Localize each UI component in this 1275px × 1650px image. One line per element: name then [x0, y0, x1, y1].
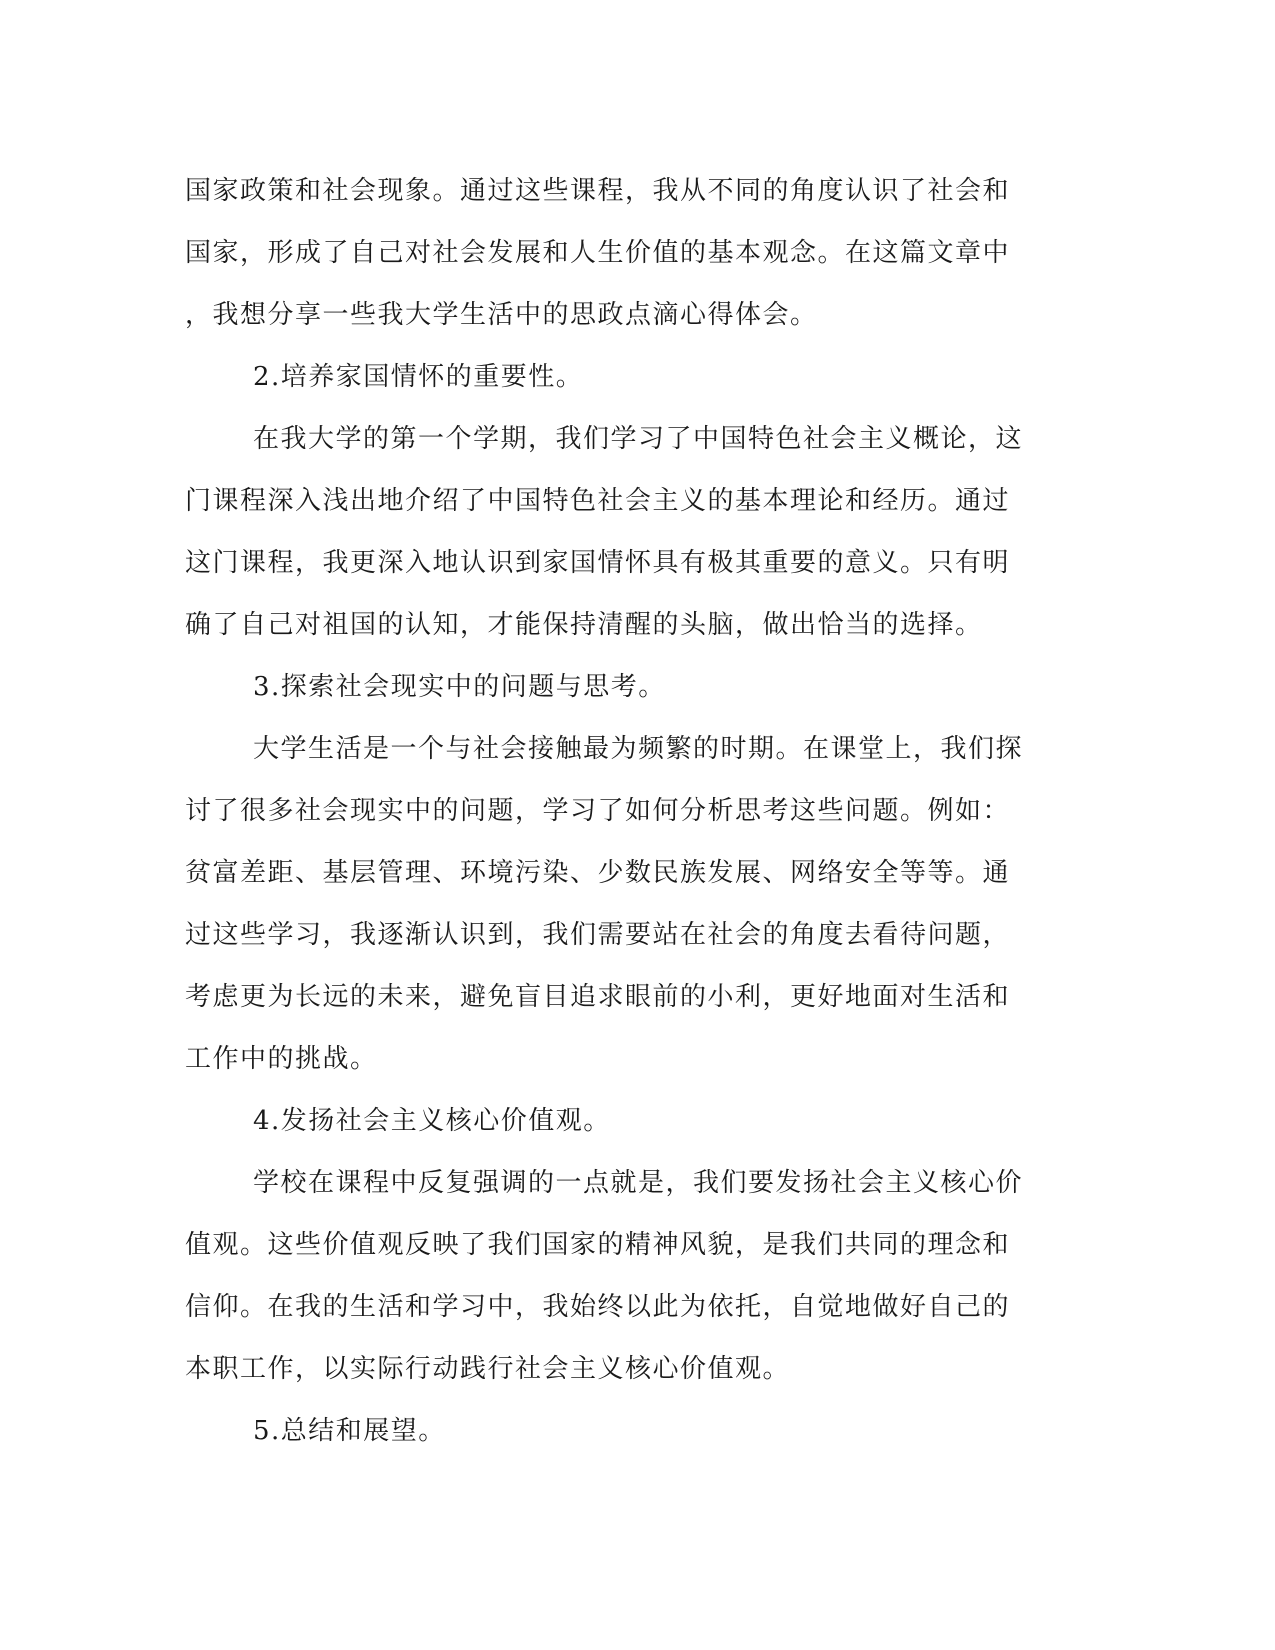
- paragraph-line: 讨了很多社会现实中的问题，学习了如何分析思考这些问题。例如：: [185, 796, 1011, 826]
- paragraph-line: 过这些学习，我逐渐认识到，我们需要站在社会的角度去看待问题，: [185, 920, 1011, 950]
- paragraph-line: 贫富差距、基层管理、环境污染、少数民族发展、网络安全等等。通: [185, 858, 1011, 888]
- paragraph-line: 值观。这些价值观反映了我们国家的精神风貌，是我们共同的理念和: [185, 1230, 1011, 1260]
- paragraph-line: 考虑更为长远的未来，避免盲目追求眼前的小利，更好地面对生活和: [185, 982, 1011, 1012]
- paragraph-line: 学校在课程中反复强调的一点就是，我们要发扬社会主义核心价: [253, 1168, 1024, 1198]
- paragraph-line: 国家政策和社会现象。通过这些课程，我从不同的角度认识了社会和: [185, 176, 1011, 206]
- section-heading: 5.总结和展望。: [253, 1416, 446, 1446]
- paragraph-line: 在我大学的第一个学期，我们学习了中国特色社会主义概论，这: [253, 424, 1024, 454]
- section-paragraph: [185, 718, 1085, 1090]
- paragraph-line: ，我想分享一些我大学生活中的思政点滴心得体会。: [185, 300, 818, 330]
- document-body: [185, 160, 1085, 1462]
- paragraph-line: 这门课程，我更深入地认识到家国情怀具有极其重要的意义。只有明: [185, 548, 1011, 578]
- intro-paragraph: [185, 160, 1085, 346]
- paragraph-line: 信仰。在我的生活和学习中，我始终以此为依托，自觉地做好自己的: [185, 1292, 1011, 1322]
- paragraph-line: 大学生活是一个与社会接触最为频繁的时期。在课堂上，我们探: [253, 734, 1024, 764]
- section-paragraph: [185, 1152, 1085, 1400]
- paragraph-line: 国家，形成了自己对社会发展和人生价值的基本观念。在这篇文章中: [185, 238, 1011, 268]
- section-heading: 2.培养家国情怀的重要性。: [253, 362, 584, 392]
- paragraph-line: 确了自己对祖国的认知，才能保持清醒的头脑，做出恰当的选择。: [185, 610, 983, 640]
- section-heading: 4.发扬社会主义核心价值观。: [253, 1106, 611, 1136]
- paragraph-line: 工作中的挑战。: [185, 1044, 378, 1074]
- paragraph-line: 本职工作，以实际行动践行社会主义核心价值观。: [185, 1354, 791, 1384]
- section-heading: 3.探索社会现实中的问题与思考。: [253, 672, 666, 702]
- section-paragraph: [185, 408, 1085, 656]
- paragraph-line: 门课程深入浅出地介绍了中国特色社会主义的基本理论和经历。通过: [185, 486, 1011, 516]
